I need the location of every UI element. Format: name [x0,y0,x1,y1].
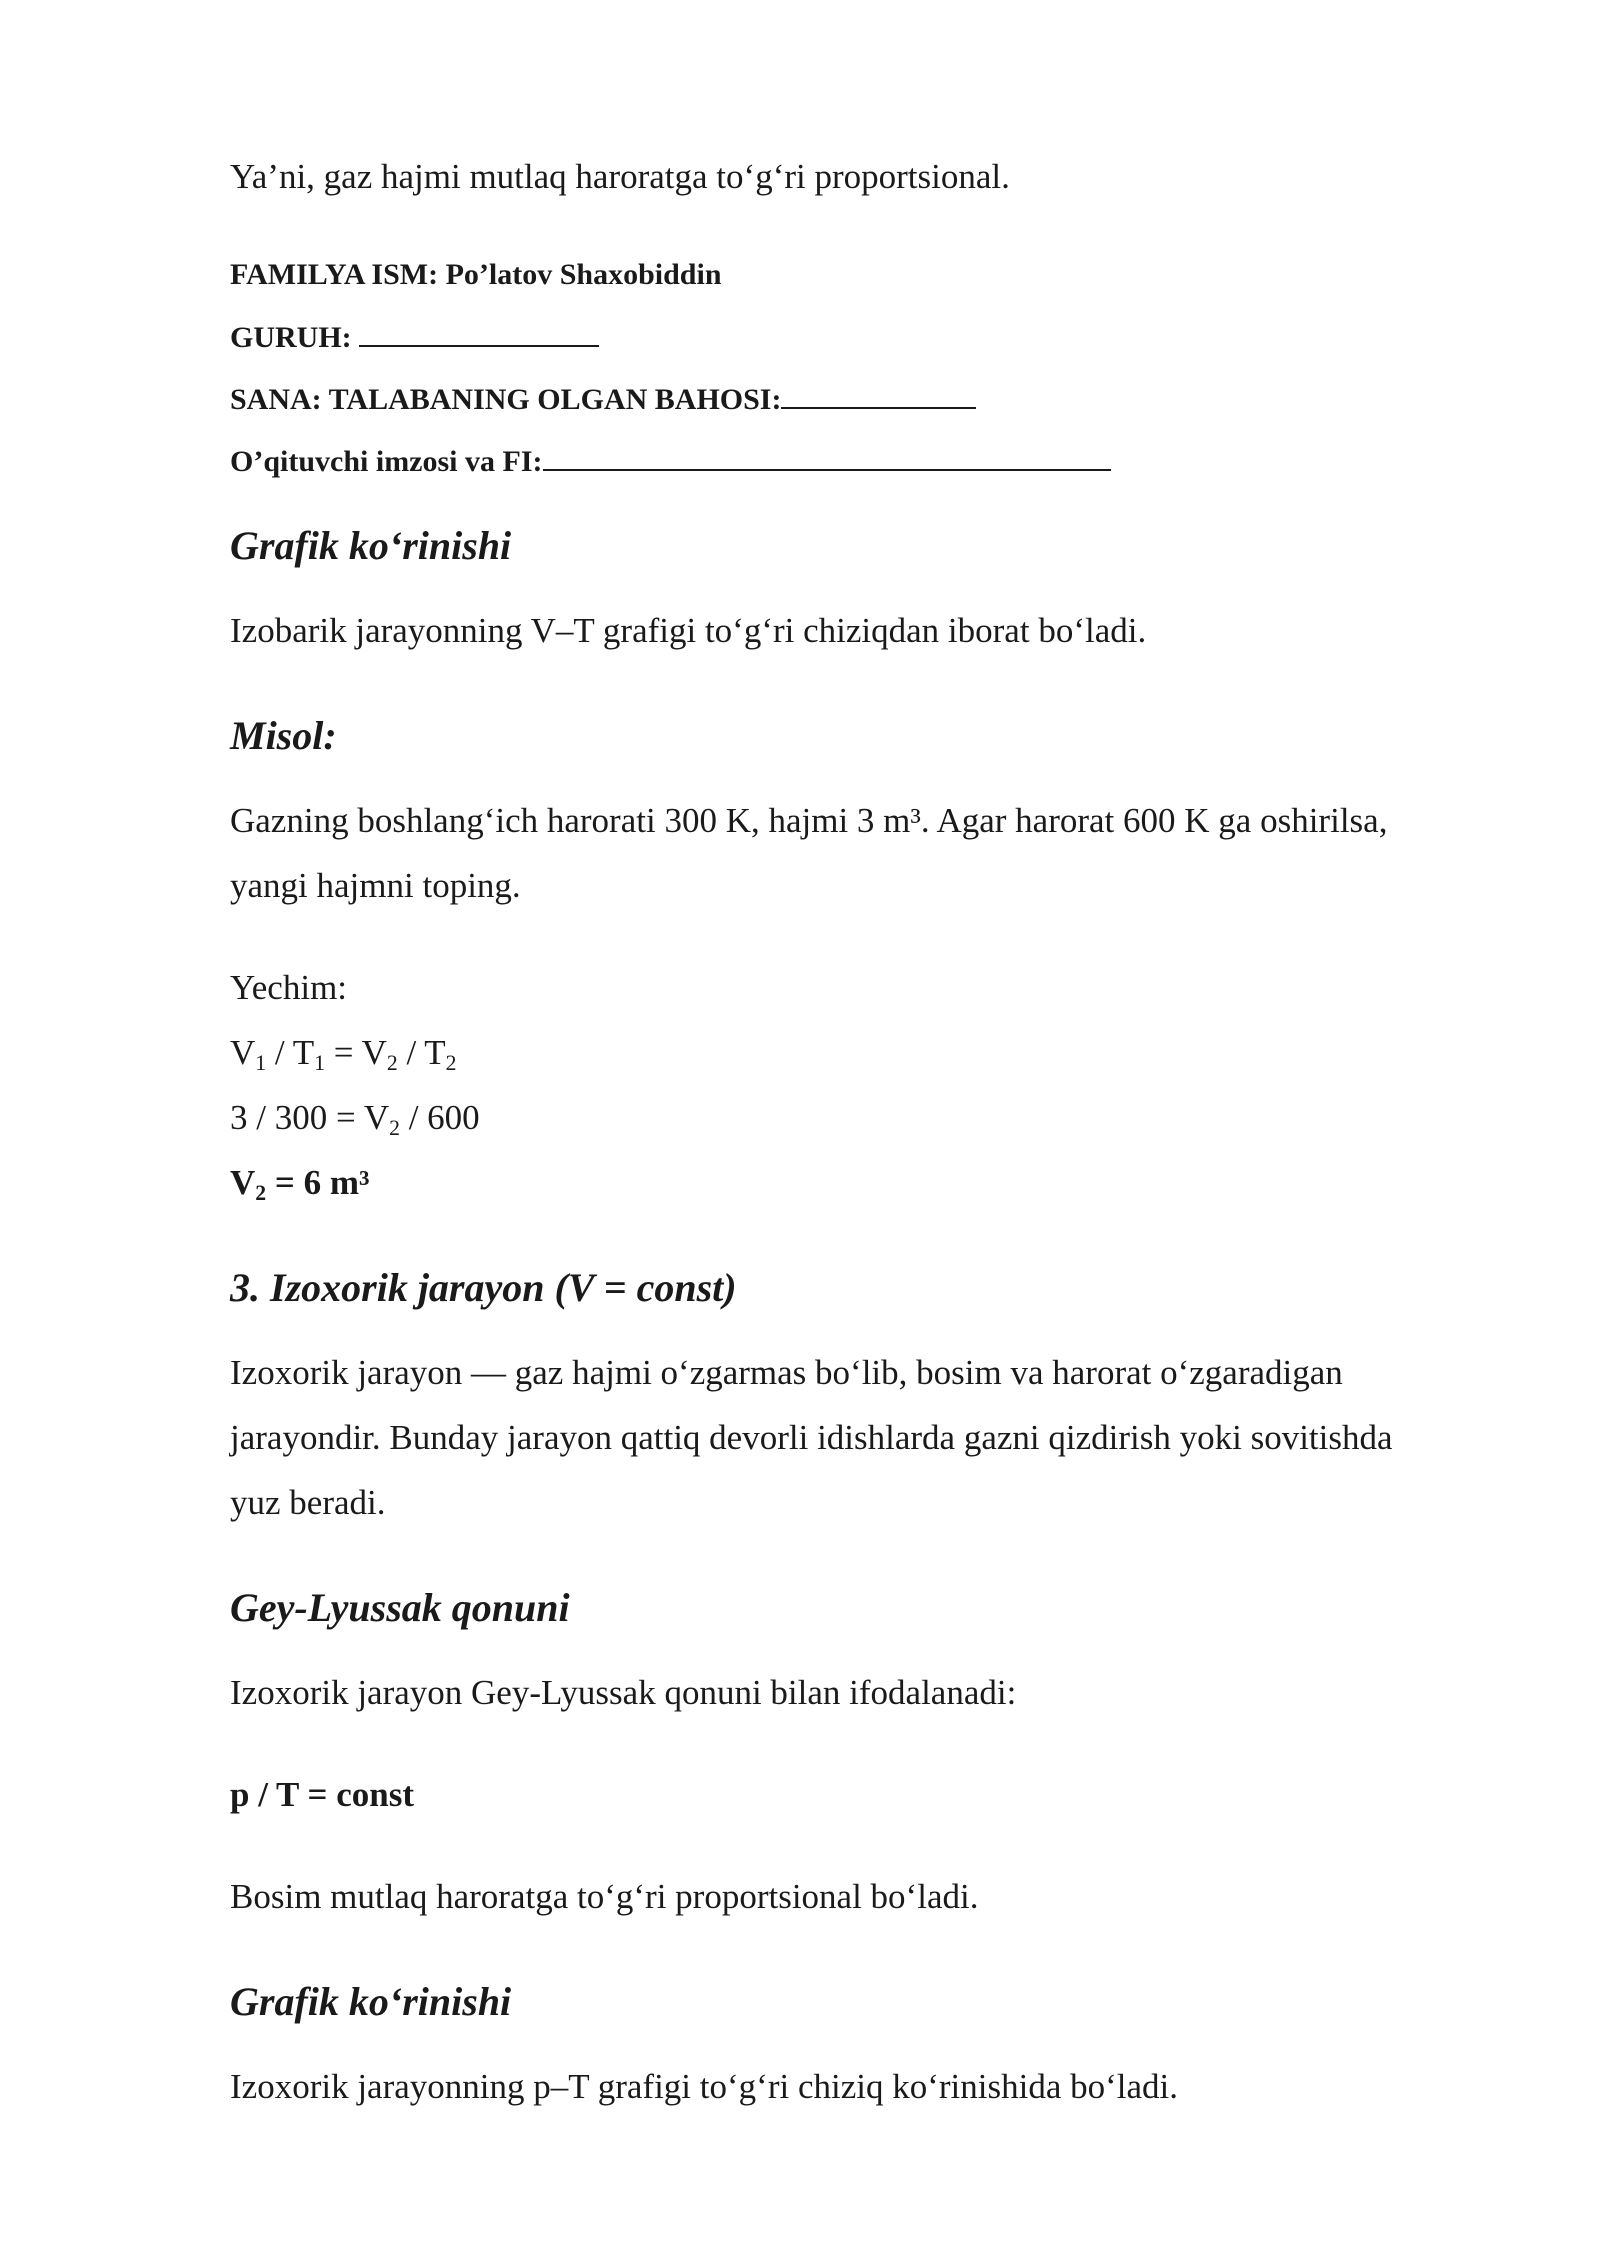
name-label: FAMILYA ISM: Po’latov Shaxobiddin [230,258,722,291]
section-heading-isochoric: 3. Izoxorik jarayon (V = const) [230,1265,737,1310]
equation-3-answer: $V_2 = 6$ m³ [230,1163,370,1205]
teacher-label: O’qituvchi imzosi va FI: [230,445,543,478]
intro-text: Ya’ni, gaz hajmi mutlaq haroratga to‘g‘ri proportsional. [230,157,1010,196]
teacher-line [230,441,1500,482]
group-label: GURUH: [230,321,352,354]
date-grade-label: SANA: TALABANING OLGAN BAHOSI: [230,383,782,416]
example-heading: Misol: [230,713,337,758]
isochoric-text-line3: yuz beradi. [230,1483,386,1522]
isochoric-text-line1: Izoxorik jarayon — gaz hajmi o‘zgarmas bo‘lib, bosim va harorat o‘zgaradigan [230,1353,1343,1392]
group-line [230,317,1500,358]
section-heading-graph-2: Grafik ko‘rinishi [230,1979,512,2024]
name-line [230,255,1500,295]
gay-lussac-conclusion: Bosim mutlaq haroratga to‘g‘ri proportsional bo‘ladi. [230,1877,979,1916]
section-heading-graph-1: Grafik ko‘rinishi [230,523,512,568]
example-problem-line1: Gazning boshlang‘ich harorati 300 K, hajmi 3 m³. Agar harorat 600 K ga oshirilsa, [230,801,1388,840]
section-text-graph-1: Izobarik jarayonning V–T grafigi to‘g‘ri chiziqdan iborat bo‘ladi. [230,611,1147,650]
gay-lussac-text: Izoxorik jarayon Gey-Lyussak qonuni bilan ifodalanadi: [230,1673,1017,1712]
gay-lussac-formula: p / T = const [230,1775,414,1814]
example-problem-line2: yangi hajmni toping. [230,866,521,905]
equation-1: $V_1 / T_1 = V_2 / T_2$ [230,1033,457,1075]
section-text-graph-2: Izoxorik jarayonning p–T grafigi to‘g‘ri chiziq ko‘rinishida bo‘ladi. [230,2067,1178,2106]
date-grade-line [230,379,1500,420]
solution-label: Yechim: [230,968,348,1007]
grade-blank [781,379,976,409]
isochoric-text-line2: jarayondir. Bunday jarayon qattiq devorli idishlarda gazni qizdirish yoki sovitishda [230,1418,1393,1457]
teacher-blank [543,441,1111,471]
group-blank [359,317,599,347]
equation-2: $3 / 300 = V_2 / 600$ [230,1098,480,1140]
section-heading-gay-lussac: Gey-Lyussak qonuni [230,1585,570,1630]
